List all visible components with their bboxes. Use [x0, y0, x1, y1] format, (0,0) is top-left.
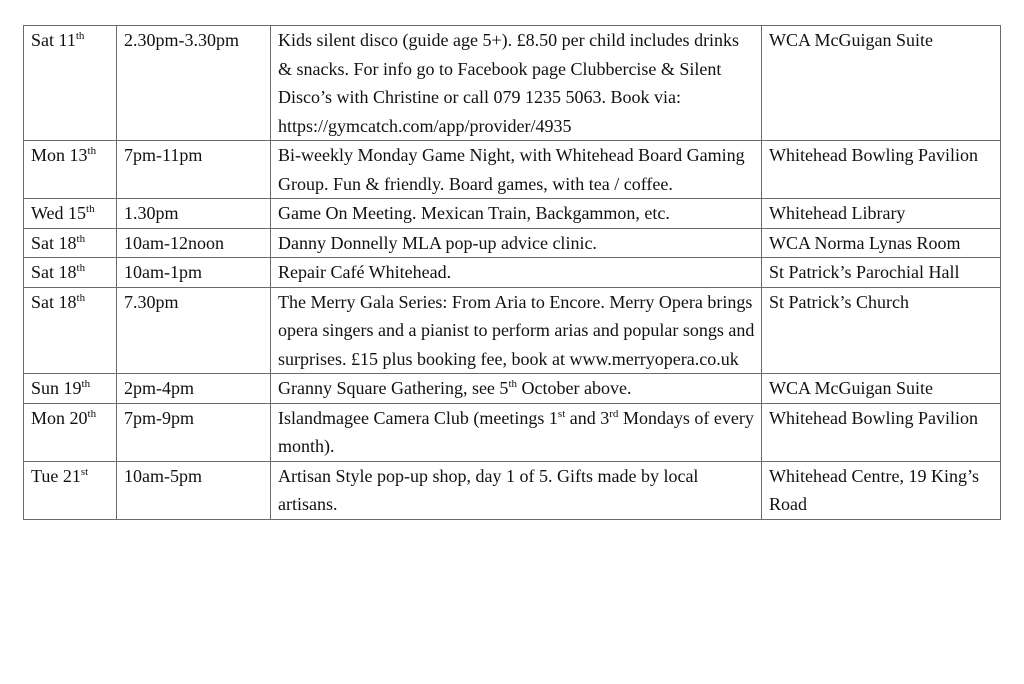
venue-cell: Whitehead Library	[762, 199, 1001, 229]
date-cell	[24, 258, 117, 288]
time-cell: 2.30pm-3.30pm	[117, 26, 271, 141]
venue-cell: St Patrick’s Church	[762, 287, 1001, 374]
date-cell	[24, 403, 117, 461]
table-row	[24, 141, 1001, 199]
description-text: The Merry Gala Series: From Aria to Encore. Merry Opera brings opera singers and a pianist to perform arias and popular songs and surprises. £15 plus booking fee, book at www.merryopera.co.uk	[278, 291, 755, 369]
date-suffix: th	[75, 30, 85, 42]
table-row	[24, 461, 1001, 519]
date-day: Sun 19	[31, 378, 82, 398]
description-cell	[271, 258, 762, 288]
date-day: Sat 18	[31, 232, 77, 253]
time-cell: 7.30pm	[117, 287, 271, 374]
date-suffix: th	[76, 291, 86, 304]
events-table	[23, 25, 1001, 520]
venue-cell: WCA McGuigan Suite	[762, 374, 1001, 404]
venue-cell: Whitehead Bowling Pavilion	[762, 403, 1001, 461]
description-text: Game On Meeting. Mexican Train, Backgammon, etc.	[278, 203, 670, 223]
description-text: Mondays of every month).	[278, 407, 754, 456]
date-cell	[24, 228, 117, 258]
description-text: Kids silent disco (guide age 5+). £8.50 per child includes drinks & snacks. For info go to Facebook page Clubbercise & Silent Disco’s with Christine or call 079 1235 5063. Book via: https://gymcatch.com/app/provider/4935	[278, 30, 740, 136]
description-superscript: th	[508, 378, 517, 390]
date-day: Mon 20	[31, 407, 88, 428]
description-text: Artisan Style pop-up shop, day 1 of 5. Gifts made by local artisans.	[278, 465, 699, 514]
date-day: Sat 18	[31, 262, 77, 282]
date-day: Sat 18	[31, 291, 77, 312]
venue-cell: WCA McGuigan Suite	[762, 26, 1001, 141]
time-cell: 10am-1pm	[117, 258, 271, 288]
time-cell: 10am-12noon	[117, 228, 271, 258]
description-cell	[271, 403, 762, 461]
date-suffix: th	[87, 145, 97, 157]
date-cell	[24, 287, 117, 374]
description-cell	[271, 141, 762, 199]
date-suffix: th	[76, 262, 86, 274]
time-cell: 7pm-9pm	[117, 403, 271, 461]
time-cell: 10am-5pm	[117, 461, 271, 519]
description-text: October above.	[517, 378, 632, 398]
description-text: Danny Donnelly MLA pop-up advice clinic.	[278, 232, 597, 253]
date-suffix: th	[81, 378, 91, 390]
table-row	[24, 374, 1001, 404]
time-cell: 1.30pm	[117, 199, 271, 229]
venue-cell: Whitehead Bowling Pavilion	[762, 141, 1001, 199]
date-cell	[24, 141, 117, 199]
description-cell	[271, 374, 762, 404]
description-cell	[271, 228, 762, 258]
description-text: Islandmagee Camera Club (meetings 1	[278, 407, 558, 428]
venue-cell: WCA Norma Lynas Room	[762, 228, 1001, 258]
description-text: Bi-weekly Monday Game Night, with Whitehead Board Gaming Group. Fun & friendly. Board games, with tea / coffee.	[278, 145, 745, 194]
date-suffix: th	[87, 407, 97, 420]
table-row	[24, 403, 1001, 461]
description-cell	[271, 287, 762, 374]
description-text: Repair Café Whitehead.	[278, 262, 452, 282]
description-cell	[271, 26, 762, 141]
date-day: Sat 11	[31, 30, 76, 50]
table-row	[24, 258, 1001, 288]
date-day: Tue 21	[31, 465, 81, 486]
date-cell	[24, 199, 117, 229]
venue-cell: St Patrick’s Parochial Hall	[762, 258, 1001, 288]
description-cell	[271, 461, 762, 519]
description-text: Granny Square Gathering, see 5	[278, 378, 509, 398]
date-cell	[24, 461, 117, 519]
table-row	[24, 199, 1001, 229]
description-superscript: rd	[609, 407, 619, 420]
venue-cell: Whitehead Centre, 19 King’s Road	[762, 461, 1001, 519]
date-day: Wed 15	[31, 203, 87, 223]
table-row	[24, 228, 1001, 258]
table-row	[24, 26, 1001, 141]
date-suffix: th	[76, 232, 86, 245]
description-superscript: st	[557, 407, 566, 420]
description-text: and 3	[565, 407, 610, 428]
date-suffix: st	[80, 465, 89, 478]
date-suffix: th	[86, 203, 95, 215]
table-row	[24, 287, 1001, 374]
date-cell	[24, 374, 117, 404]
time-cell: 7pm-11pm	[117, 141, 271, 199]
date-cell	[24, 26, 117, 141]
date-day: Mon 13	[31, 145, 88, 165]
time-cell: 2pm-4pm	[117, 374, 271, 404]
description-cell	[271, 199, 762, 229]
